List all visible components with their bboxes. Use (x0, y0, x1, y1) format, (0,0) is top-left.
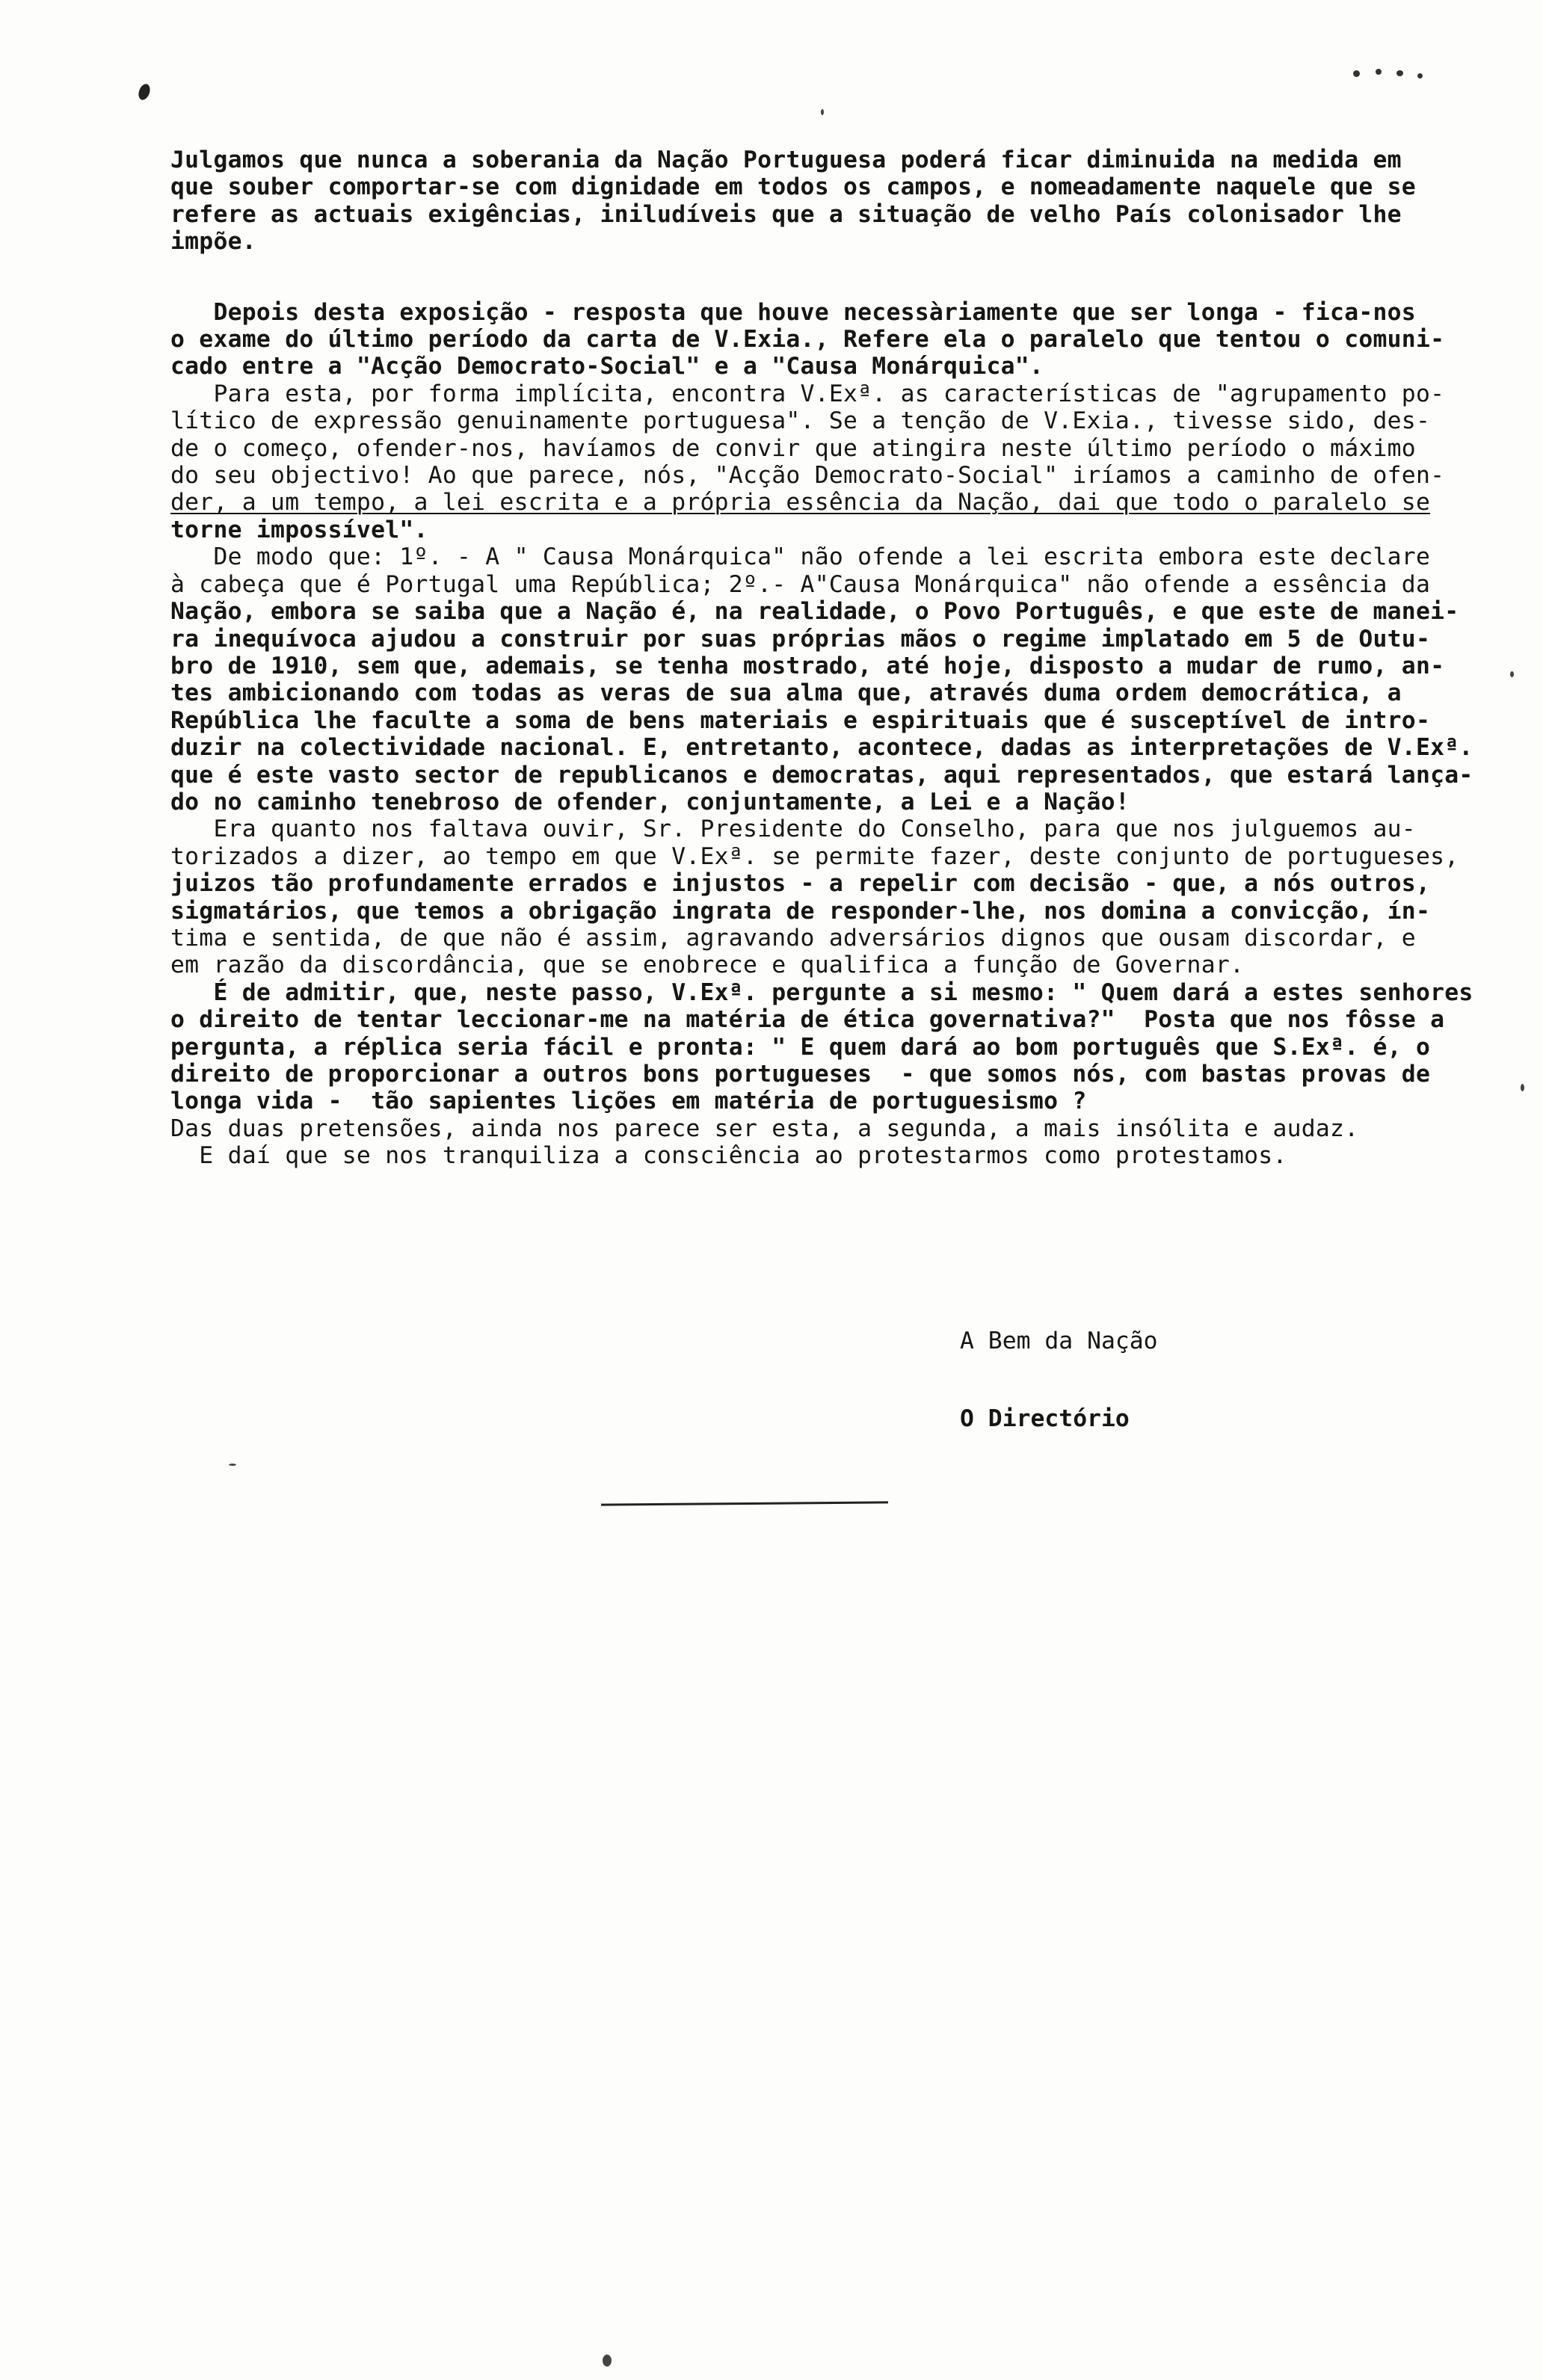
ink-speck (603, 2355, 612, 2367)
text-line: juizos tão profundamente errados e injustos - a repelir com decisão - que, a nós outros, (170, 870, 1431, 898)
text-line: Para esta, por forma implícita, encontra V.Exª. as características de "agrupamento po- (170, 380, 1445, 407)
text-line: refere as actuais exigências, iniludíveis que a situação de velho País colonisador lhe (170, 200, 1402, 228)
text-line: Das duas pretensões, ainda nos parece ser esta, a segunda, a mais insólita e audaz. (170, 1115, 1359, 1142)
text-line: do no caminho tenebroso de ofender, conjuntamente, a Lei e a Nação! (170, 788, 1130, 816)
text-line: Depois desta exposição - resposta que houve necessàriamente que ser longa - fica-nos (170, 298, 1416, 326)
text-line: longa vida - tão sapientes lições em matéria de portuguesismo ? (170, 1088, 1087, 1115)
paragraph-opening (170, 147, 1471, 256)
text-line: sigmatários, que temos a obrigação ingrata de responder-lhe, nos domina a convicção, ín- (170, 897, 1431, 925)
text-line: o direito de tentar leccionar-me na matéria de ética governativa?" Posta que nos fôsse a (170, 1006, 1445, 1034)
ink-speck (1376, 69, 1382, 75)
text-line: à cabeça que é Portugal uma República; 2º.- A"Causa Monárquica" não ofende a essência da (170, 570, 1431, 598)
ink-speck (1417, 73, 1423, 78)
text-line: do seu objectivo! Ao que parece, nós, "Acção Democrato-Social" iríamos a caminho de ofen- (170, 462, 1445, 490)
text-line: Nação, embora se saiba que a Nação é, na realidade, o Povo Português, e que este de manei- (170, 598, 1459, 626)
text-line: cado entre a "Acção Democrato-Social" e a "Causa Monárquica". (170, 353, 1044, 380)
ink-speck (821, 109, 824, 115)
ink-speck (1396, 70, 1403, 76)
text-line: torizados a dizer, ao tempo em que V.Exª. se permite fazer, deste conjunto de portugueses, (170, 842, 1459, 870)
text-line: Julgamos que nunca a soberania da Nação Portuguesa poderá ficar diminuida na medida em (170, 147, 1402, 173)
text-line: que souber comportar-se com dignidade em todos os campos, e nomeadamente naquele que se (170, 173, 1416, 201)
paragraph-main-continued (170, 380, 1471, 1170)
text-line: torne impossível". (170, 516, 428, 543)
text-line: duzir na colectividade nacional. E, entretanto, acontece, dadas as interpretações de V.Exª. (170, 734, 1473, 762)
text-line: impõe. (170, 228, 256, 256)
text-line: lítico de expressão genuinamente portuguesa". Se a tenção de V.Exia., tivesse sido, des- (170, 407, 1431, 435)
closing-rule (601, 1501, 888, 1505)
ink-speck (229, 1464, 236, 1466)
text-line: tima e sentida, de que não é assim, agravando adversários dignos que ousam discordar, e (170, 924, 1416, 952)
ink-mark (137, 82, 153, 101)
text-line: República lhe faculte a soma de bens materiais e espirituais que é susceptível de intro- (170, 706, 1431, 734)
ink-speck (1353, 70, 1360, 77)
text-line: o exame do último período da carta de V.Exia., Refere ela o paralelo que tentou o comuni- (170, 326, 1445, 354)
text-line: direito de proporcionar a outros bons portugueses - que somos nós, com bastas provas de (170, 1061, 1431, 1088)
paragraph-main (170, 299, 1471, 380)
text-line: ra inequívoca ajudou a construir por suas próprias mãos o regime implatado em 5 de Outu- (170, 625, 1431, 653)
text-line: bro de 1910, sem que, ademais, se tenha mostrado, até hoje, disposto a mudar de rumo, an- (170, 652, 1445, 679)
text-line: É de admitir, que, neste passo, V.Exª. pergunte a si mesmo: " Quem dará a estes senhores (170, 978, 1473, 1006)
text-line: tes ambicionando com todas as veras de sua alma que, através duma ordem democrática, a (170, 679, 1402, 707)
closing-salutation: A Bem da Nação (960, 1328, 1158, 1354)
ink-speck (1521, 1084, 1524, 1091)
text-line: De modo que: 1º. - A " Causa Monárquica" não ofende a lei escrita embora este declare (170, 543, 1431, 571)
text-line: de o começo, ofender-nos, havíamos de convir que atingira neste último período o máximo (170, 434, 1416, 462)
ink-speck (1510, 671, 1514, 677)
text-line: em razão da discordância, que se enobrece e qualifica a função de Governar. (170, 952, 1245, 979)
letter-body (170, 147, 1471, 1170)
text-line: pergunta, a réplica seria fácil e pronta: " E quem dará ao bom português que S.Exª. é, o (170, 1033, 1431, 1061)
text-line: Era quanto nos faltava ouvir, Sr. Presidente do Conselho, para que nos julguemos au- (170, 816, 1416, 843)
text-line-underlined: der, a um tempo, a lei escrita e a própria essência da Nação, dai que todo o paralelo se (170, 489, 1431, 517)
signatory: O Directório (960, 1405, 1130, 1432)
text-line: E daí que se nos tranquiliza a consciência ao protestarmos como protestamos. (170, 1142, 1287, 1170)
text-line: que é este vasto sector de republicanos e democratas, aqui representados, que estará lança- (170, 761, 1473, 789)
paragraph-gap (170, 256, 1471, 299)
